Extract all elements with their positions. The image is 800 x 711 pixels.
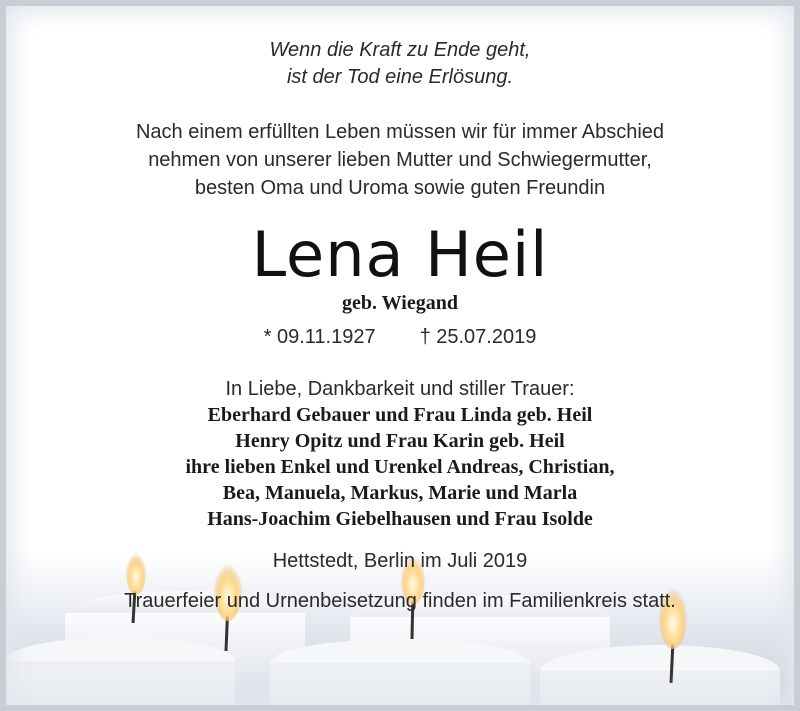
intro-line: nehmen von unserer lieben Mutter und Schwiegermutter, bbox=[148, 149, 652, 171]
mourner-line: Hans-Joachim Giebelhausen und Frau Isolde bbox=[207, 508, 593, 530]
motto-line: ist der Tod eine Erlösung. bbox=[286, 66, 514, 88]
mourner-line: Bea, Manuela, Markus, Marie und Marla bbox=[222, 482, 578, 504]
mourner-line: Henry Opitz und Frau Karin geb. Heil bbox=[235, 430, 565, 452]
mourner-line: Eberhard Gebauer und Frau Linda geb. Heil bbox=[207, 404, 593, 426]
motto bbox=[0, 0, 800, 91]
mourning-line: In Liebe, Dankbarkeit und stiller Trauer: bbox=[225, 378, 575, 400]
deceased-name: Lena Heil bbox=[251, 218, 549, 291]
motto-line: Wenn die Kraft zu Ende geht, bbox=[269, 39, 531, 61]
mourners-list bbox=[0, 402, 800, 532]
birth-date: * 09.11.1927 bbox=[263, 326, 376, 348]
maiden-name: geb. Wiegand bbox=[342, 292, 458, 314]
mourner-line: ihre lieben Enkel und Urenkel Andreas, Christian, bbox=[185, 456, 615, 478]
death-date: † 25.07.2019 bbox=[419, 326, 537, 348]
place-date: Hettstedt, Berlin im Juli 2019 bbox=[272, 550, 528, 572]
life-dates bbox=[0, 316, 800, 350]
intro-line: besten Oma und Uroma sowie guten Freundin bbox=[194, 177, 606, 199]
intro-line: Nach einem erfüllten Leben müssen wir für immer Abschied bbox=[135, 121, 665, 143]
intro-text bbox=[0, 91, 800, 202]
ceremony-note: Trauerfeier und Urnenbeisetzung finden im Familienkreis statt. bbox=[124, 590, 676, 612]
